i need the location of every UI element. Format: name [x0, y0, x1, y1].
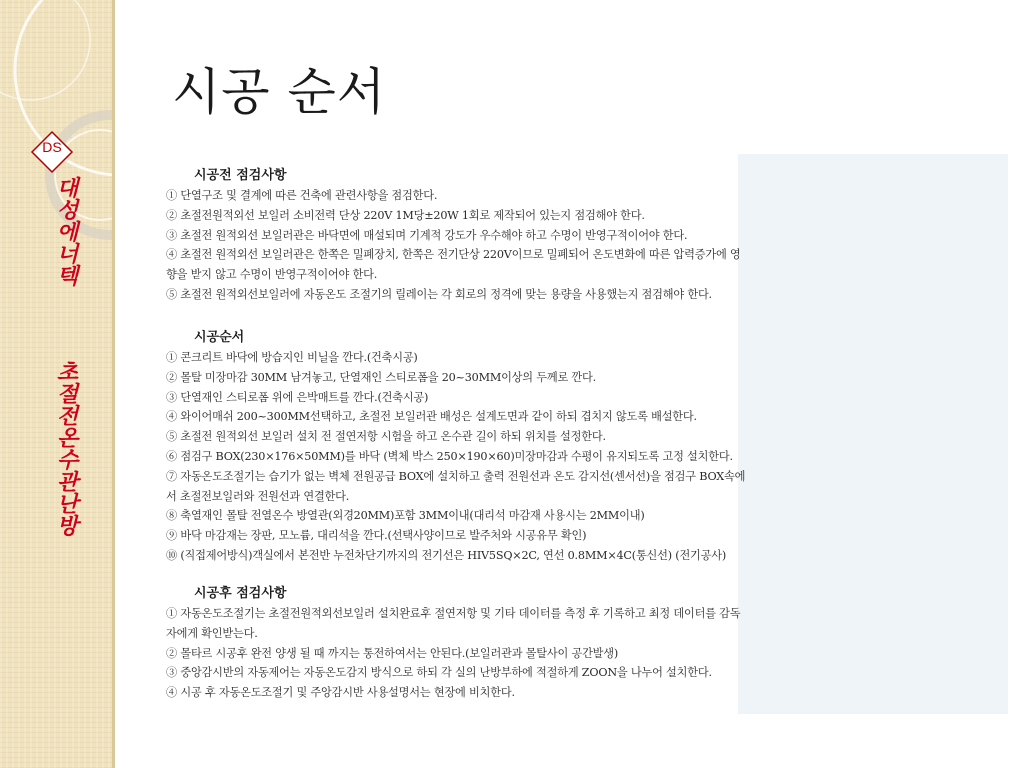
document-line: ① 콘크리트 바닥에 방습지인 비닐을 깐다.(건축시공)	[166, 351, 418, 364]
document-line: ④ 와이어매쉬 200~300MM선택하고, 초절전 보일러관 배성은 설계도면과 같이 하되 겹치지 않도록 배설한다.	[166, 410, 697, 424]
document-line: ⑨ 바닥 마감재는 장판, 모노륨, 대리석을 깐다.(선택사양이므로 발주처와 시공유무 확인)	[166, 529, 587, 543]
document-line: ② 몰타르 시공후 완전 양생 될 때 까지는 통전하여서는 안된다.(보일러관과 몰탈사이 공간발생)	[166, 646, 619, 660]
document-line: ⑩ (직접제어방식)객실에서 본전반 누전차단기까지의 전기선은 HIV5SQ×2C, 연선 0.8MM×4C(통신선) (전기공사)	[166, 549, 727, 562]
document-line: ④ 초절전 원적외선 보일러관은 한쪽은 밀폐장치, 한쪽은 전기단상 220V이므로 밀폐되어 온도변화에 따른 압력증가에 영	[166, 248, 741, 262]
document-line: ⑥ 점검구 BOX(230×176×50MM)를 바닥 (벽체 박스 250×190×60)미장마감과 수평이 유지되도록 고정 설치한다.	[166, 450, 733, 463]
document-line: ⑤ 초절전 원적외선 보일러 설치 전 절연저항 시험을 하고 온수관 길이 하되 위치를 설정한다.	[166, 430, 606, 444]
document-tint	[738, 154, 1008, 714]
page-title: 시공 순서	[172, 63, 387, 121]
document-line: ③ 중앙감시반의 자동제어는 자동온도감지 방식으로 하되 각 실의 난방부하에 적절하게 ZOON을 나누어 설치한다.	[166, 666, 712, 680]
document-line: ⑦ 자동온도조절기는 습기가 없는 벽체 전원공급 BOX에 설치하고 출력 전원선과 온도 감지선(센서선)을 점검구 BOX속에	[166, 469, 746, 483]
document-line: 향을 받지 않고 수명이 반영구적이어야 한다.	[166, 268, 378, 282]
section-title: 시공전 점검사항	[194, 168, 287, 183]
document-line: ③ 단열재인 스티로폼 위에 은박매트를 깐다.(건축시공)	[166, 390, 429, 404]
sidebar-decoration	[0, 0, 112, 768]
document-image	[162, 154, 1008, 714]
company-name: 대성에너텍	[53, 176, 78, 286]
document-line: ② 초절전원적외선 보일러 소비전력 단상 220V 1M당±20W 1회로 제작되어 있는지 점검해야 한다.	[166, 208, 645, 222]
document-line: ① 단열구조 및 결계에 따른 건축에 관련사항을 점검한다.	[166, 189, 438, 202]
document-line: 서 초절전보일러와 전원선과 연결한다.	[166, 489, 350, 503]
document-line: ⑧ 축열재인 몰탈 전열온수 방열관(외경20MM)포함 3MM이내(대리석 마감재 사용시는 2MM이내)	[166, 509, 645, 523]
section-title: 시공순서	[194, 330, 245, 345]
document-line: ① 자동온도조절기는 초절전원적외선보일러 설치완료후 절연저항 및 기타 데이터를 측정 후 기록하고 최정 데이터를 감독	[166, 607, 741, 620]
section-title: 시공후 점검사항	[194, 586, 287, 601]
document-line: ④ 시공 후 자동온도조절기 및 주앙감시반 사용설명서는 현장에 비치한다.	[166, 686, 515, 700]
ds-logo-text: DS	[42, 139, 62, 155]
document-line: ⑤ 초절전 원적외선보일러에 자동온도 조절기의 릴레이는 각 회로의 정격에 맞는 용량을 사용했는지 점검해야 한다.	[166, 288, 712, 301]
document-line: ③ 초절전 원적외선 보일러관은 바닥면에 매설되며 기계적 강도가 우수해야 하고 수명이 반영구적이어야 한다.	[166, 228, 688, 242]
document-line: ② 몰탈 미장마감 30MM 남겨놓고, 단열재인 스티로폼을 20~30MM이상의 두께로 깐다.	[166, 370, 597, 384]
document-line: 자에게 확인받는다.	[166, 626, 258, 640]
sidebar-divider	[112, 0, 115, 768]
product-name: 초절전온수관난방	[53, 360, 78, 536]
